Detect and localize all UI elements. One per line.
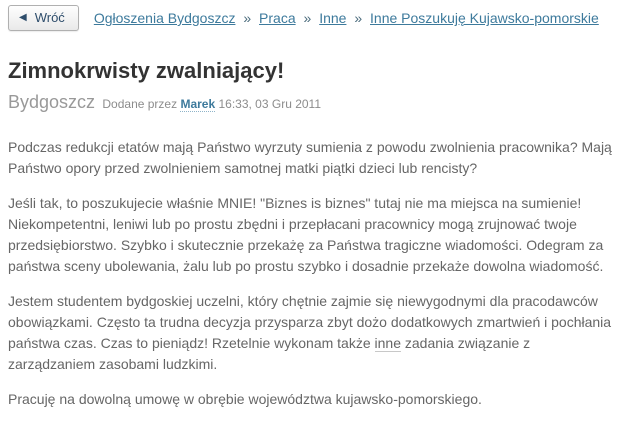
ad-content [8, 58, 615, 410]
inne-inline-link[interactable]: inne [374, 335, 401, 351]
byline [8, 92, 615, 113]
back-arrow-icon: ◀ [19, 11, 27, 23]
added-by-label: Dodane przez [102, 97, 178, 111]
breadcrumb-separator: » [303, 10, 312, 26]
ad-title: Zimnokrwisty zwalniający! [8, 58, 285, 83]
paragraph-3 [8, 291, 615, 375]
breadcrumb-link-inne-poszukuje-kujawsko-pomorskie[interactable]: Inne Poszukuję Kujawsko-pomorskie [370, 10, 599, 26]
breadcrumb-link-praca[interactable]: Praca [259, 10, 296, 26]
paragraph-3-text-after: zadania związanie z zarządzaniem zasobami ludzkimi. [8, 335, 531, 372]
breadcrumb-link-ogloszenia-bydgoszcz[interactable]: Ogłoszenia Bydgoszcz [93, 10, 236, 26]
topbar [8, 5, 615, 31]
breadcrumb-link-inne[interactable]: Inne [319, 10, 347, 26]
author-link[interactable]: Marek [180, 97, 216, 111]
post-datetime: 16:33, 03 Gru 2011 [218, 97, 322, 111]
breadcrumb [94, 10, 599, 26]
paragraph-3-text-before: Jestem studentem bydgoskiej uczelni, który chętnie zajmie się niewygodnymi dla pracodawców obowiązkami. Często ta trudna decyzja przysparza zbyt dożo dodatkowych zmartwień i pochłania państwa czas. Czas to pieniądz! Rzetelnie wykonam także [8, 293, 612, 351]
paragraph-1: Podczas redukcji etatów mają Państwo wyrzuty sumienia z powodu zwolnienia pracownika? Mają Państwo opory przed zwolnieniem samotnej matki piątki dzieci lub rencisty? [8, 139, 612, 176]
paragraph-4: Pracuję na dowolną umowę w obrębie województwa kujawsko-pomorskiego. [8, 391, 482, 407]
breadcrumb-separator: » [354, 10, 363, 26]
paragraph-2: Jeśli tak, to poszukujecie właśnie MNIE! "Biznes is biznes" tutaj nie ma miejsca na sumienie! Niekompetentni, leniwi lub po prostu zbędni i przepłacani pracownicy mogą zrujnować twoje przedsiębiorstwo. Szybko i skutecznie przekażę za Państwa tragiczne wiadomości. Odegram za państwa sceny ubolewania, żalu lub po prostu szybko i dosadnie przekaże dowolna wiadomość. [8, 195, 604, 274]
city-label: Bydgoszcz [8, 92, 96, 112]
breadcrumb-separator: » [243, 10, 252, 26]
back-button[interactable] [8, 5, 79, 31]
back-button-label: Wróć [34, 10, 65, 25]
